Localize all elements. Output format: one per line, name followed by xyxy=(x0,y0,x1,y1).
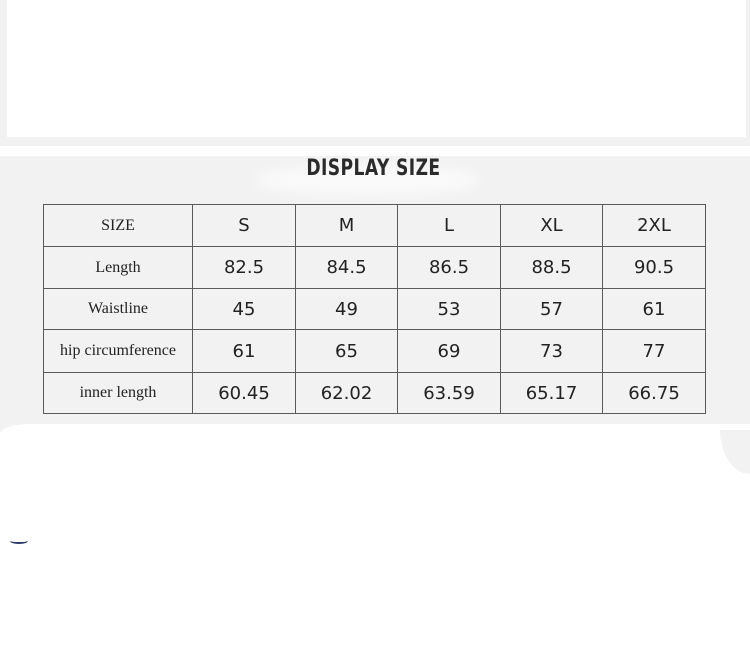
header-label: SIZE xyxy=(44,205,193,247)
row-label-waistline: Waistline xyxy=(44,289,193,330)
table-cell: 88.5 xyxy=(501,247,603,289)
size-header-xl: XL xyxy=(501,205,603,247)
table-cell: 73 xyxy=(501,330,603,373)
table-cell: 61 xyxy=(193,330,296,373)
table-cell: 65.17 xyxy=(501,373,603,414)
size-header-l: L xyxy=(398,205,501,247)
table-cell: 45 xyxy=(193,289,296,330)
table-row xyxy=(44,373,706,414)
table-row xyxy=(44,289,706,330)
top-image-area xyxy=(7,0,746,137)
table-cell: 69 xyxy=(398,330,501,373)
size-header-m: M xyxy=(296,205,398,247)
table-cell: 86.5 xyxy=(398,247,501,289)
table-cell: 49 xyxy=(296,289,398,330)
table-cell: 53 xyxy=(398,289,501,330)
row-label-hip-circumference: hip circumference xyxy=(44,330,193,373)
table-cell: 66.75 xyxy=(603,373,706,414)
row-label-length: Length xyxy=(44,247,193,289)
table-cell: 84.5 xyxy=(296,247,398,289)
size-header-2xl: 2XL xyxy=(603,205,706,247)
size-chart-table xyxy=(43,204,706,414)
table-row xyxy=(44,330,706,373)
decorative-stroke xyxy=(10,538,28,544)
table-cell: 77 xyxy=(603,330,706,373)
table-cell: 63.59 xyxy=(398,373,501,414)
table-cell: 90.5 xyxy=(603,247,706,289)
table-cell: 57 xyxy=(501,289,603,330)
table-cell: 82.5 xyxy=(193,247,296,289)
table-cell: 60.45 xyxy=(193,373,296,414)
page-title: DISPLAY SIZE xyxy=(306,156,441,181)
table-header-row xyxy=(44,205,706,247)
size-header-s: S xyxy=(193,205,296,247)
table-cell: 61 xyxy=(603,289,706,330)
table-cell: 62.02 xyxy=(296,373,398,414)
divider-strip xyxy=(0,146,750,156)
table-row xyxy=(44,247,706,289)
row-label-inner-length: inner length xyxy=(44,373,193,414)
bottom-image-area xyxy=(0,424,750,670)
table-cell: 65 xyxy=(296,330,398,373)
